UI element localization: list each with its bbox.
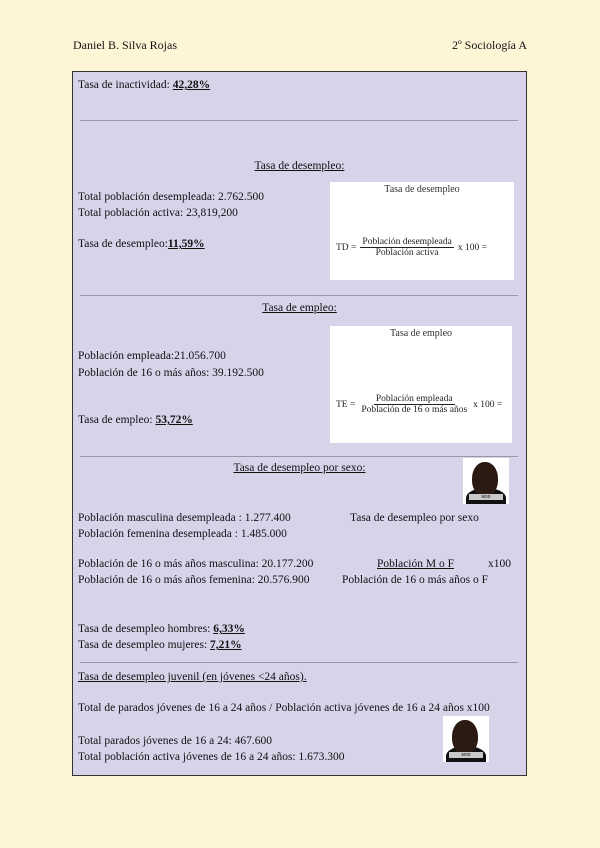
avatar-photo: ᴍᴏᴅ <box>443 716 489 762</box>
sexo-line4: Población de 16 o más años femenina: 20.576.900 <box>78 574 310 586</box>
header-author: Daniel B. Silva Rojas <box>73 38 177 52</box>
desempleo-title: Tasa de desempleo: <box>254 160 345 172</box>
desempleo-line2: Total población activa: 23,819,200 <box>78 207 238 219</box>
header-course: 2º Sociología A <box>451 38 527 52</box>
sexo-formula-numerator: Población M o F <box>377 558 454 570</box>
formula: TE = $\frac{\text{Población empleada}}{\text{Población de 16 o más años}}$ x 100 = <box>336 394 503 415</box>
divider <box>80 662 518 663</box>
sexo-hombres: Tasa de desempleo hombres: 6,33% <box>78 623 245 635</box>
hombres-value: 6,33% <box>213 623 245 635</box>
avatar-photo: ᴍᴏᴅ <box>463 458 509 504</box>
empleo-result: Tasa de empleo: 53,72% <box>78 414 193 426</box>
divider <box>80 456 518 457</box>
sexo-line1: Población masculina desempleada : 1.277.400 <box>78 512 291 524</box>
juvenil-formula: Total de parados jóvenes de 16 a 24 años / Población activa jóvenes de 16 a 24 años x100 <box>78 702 490 714</box>
divider <box>80 120 518 121</box>
sexo-formula-x100: x100 <box>488 558 511 570</box>
empleo-line2: Población de 16 o más años: 39.192.500 <box>78 367 264 379</box>
juvenil-title: Tasa de desempleo juvenil (en jóvenes <24 años). <box>78 671 307 683</box>
sexo-line2: Población femenina desempleada : 1.485.000 <box>78 528 287 540</box>
empleo-title: Tasa de empleo: <box>262 302 337 314</box>
sexo-formula-denominator: Población de 16 o más años o F <box>342 574 488 586</box>
juvenil-line2: Total población activa jóvenes de 16 a 24 años: 1.673.300 <box>78 751 345 763</box>
divider <box>80 295 518 296</box>
formula-title: Tasa de empleo <box>389 328 453 339</box>
formula: TD = $\frac{\text{Población desempleada}}{\text{Población activa}}$ x 100 = <box>336 237 487 258</box>
formula-title: Tasa de desempleo <box>384 184 460 195</box>
sexo-line3: Población de 16 o más años masculina: 20.177.200 <box>78 558 314 570</box>
desempleo-value: 11,59% <box>167 238 205 250</box>
sexo-formula-title: Tasa de desempleo por sexo <box>350 512 479 524</box>
inactividad-line: Tasa de inactividad: 42,28% <box>78 79 211 91</box>
desempleo-line1: Total población desempleada: 2.762.500 <box>78 191 265 203</box>
sexo-title: Tasa de desempleo por sexo: <box>233 462 366 474</box>
empleo-formula-image <box>330 326 512 443</box>
inactividad-value: 42,28% <box>172 79 211 91</box>
sexo-mujeres: Tasa de desempleo mujeres: 7,21% <box>78 639 242 651</box>
desempleo-formula-image <box>330 182 514 280</box>
mujeres-value: 7,21% <box>210 639 242 651</box>
desempleo-result: Tasa de desempleo:11,59% <box>78 238 205 250</box>
empleo-value: 53,72% <box>155 414 193 426</box>
empleo-line1: Población empleada:21.056.700 <box>78 350 226 362</box>
juvenil-line1: Total parados jóvenes de 16 a 24: 467.600 <box>78 735 273 747</box>
